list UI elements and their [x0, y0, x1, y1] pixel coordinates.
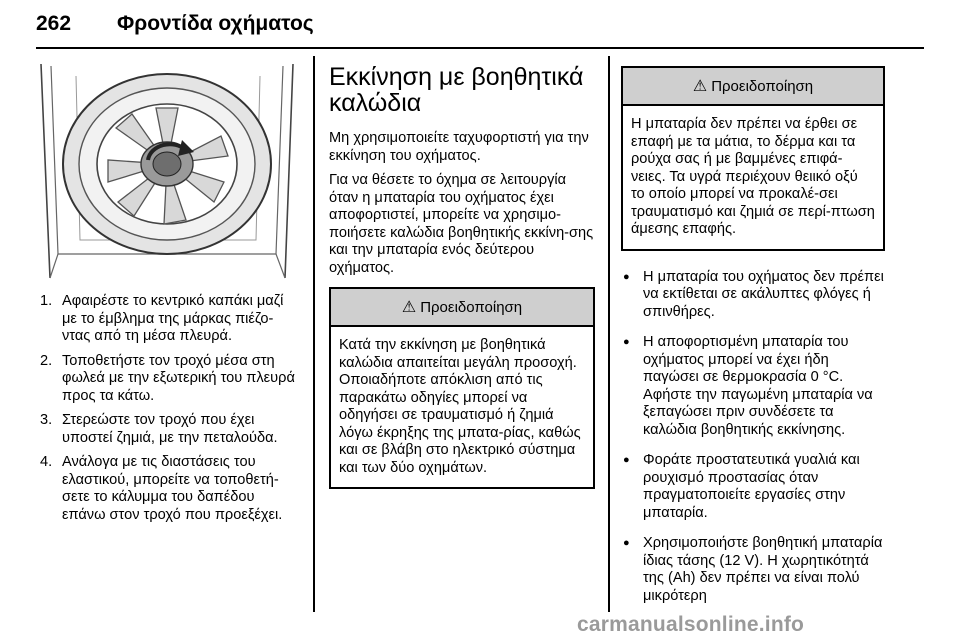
page-title: Φροντίδα οχήματος [117, 12, 314, 35]
list-item [621, 535, 885, 605]
warning-header [623, 68, 883, 106]
list-item [621, 334, 885, 439]
warning-text: Κατά την εκκίνηση με βοηθητικά καλώδια απαιτείται μεγάλη προσοχή. Οποιαδήποτε απόκλιση από τις παρακάτω οδηγίες μπορεί να οδηγήσει σε τραυματισμό ή ζημιά λόγω έκρηξης της μπατα‐ρίας, καθώς και σε βλάβη στο ηλεκτρικό σύστημα και των δύο οχημάτων. [339, 337, 581, 476]
left-column [36, 64, 298, 531]
bullet-icon: ● [623, 336, 630, 348]
warning-triangle-icon: ⚠ [401, 299, 417, 316]
step-text: Στερεώστε τον τροχό που έχει υποστεί ζημιά, με την πεταλούδα. [62, 412, 278, 446]
watermark-text: carmanualsonline.info [577, 613, 805, 636]
step-number: 4. [40, 454, 53, 470]
list-item [36, 412, 298, 447]
list-item [36, 353, 298, 406]
warning-box [621, 66, 885, 251]
bullet-icon: ● [623, 537, 630, 549]
right-column [621, 64, 885, 618]
section-heading: Εκκίνηση με βοηθητικά καλώδια [329, 63, 584, 117]
instruction-steps [36, 293, 298, 524]
warning-title: Προειδοποίηση [420, 298, 523, 316]
warning-box [329, 287, 595, 489]
page-header [0, 0, 960, 50]
list-item [36, 293, 298, 346]
list-item [36, 454, 298, 524]
step-text: Τοποθετήστε τον τροχό μέσα στη φωλεά με την εξωτερική του πλευρά προς τα κάτω. [62, 352, 295, 404]
step-number: 3. [40, 412, 53, 428]
bullet-text: Χρησιμοποιήστε βοηθητική μπαταρία ίδιας τάσης (12 V). Η χωρητικότητά της (Ah) δεν πρέπει να είναι πολύ μικρότερη [643, 535, 883, 604]
bullet-icon: ● [623, 270, 630, 283]
column-divider-2 [608, 56, 610, 612]
step-text: Αφαιρέστε το κεντρικό καπάκι μαζί με το έμβλημα της μάρκας πιέζο‐ντας από τη μέσα πλευρά. [62, 293, 284, 344]
header-divider [36, 47, 924, 49]
bullet-icon: ● [623, 454, 630, 466]
column-divider-1 [313, 56, 315, 612]
step-number: 1. [40, 293, 53, 309]
spare-wheel-well-image [36, 64, 298, 279]
spare-wheel-illustration [36, 64, 298, 279]
list-item [621, 452, 885, 522]
bullet-text: Η μπαταρία του οχήματος δεν πρέπει να εκτίθεται σε ακάλυπτες φλόγες ή σπινθήρες. [643, 268, 884, 320]
step-number: 2. [40, 352, 53, 369]
warning-text: Η μπαταρία δεν πρέπει να έρθει σε επαφή με τα μάτια, το δέρμα και τα ρούχα σας ή με βαμμένες επιφά‐νειες. Τα υγρά περιέχουν θειικό οξύ το οποίο μπορεί να προκαλέ‐σει τραυματισμό και ζημιά σε περί‐πτωση άμεσης επαφής. [631, 116, 875, 237]
middle-column [329, 64, 595, 489]
bullet-text: Η αποφορτισμένη μπαταρία του οχήματος μπορεί να έχει ήδη παγώσει σε θερμοκρασία 0 °C. Αφήστε την παγωμένη μπαταρία να ξεπαγώσει πριν συνδέσετε τα καλώδια βοηθητικής εκκίνησης. [643, 334, 873, 438]
list-item [621, 269, 885, 322]
step-text: Ανάλογα με τις διαστάσεις του ελαστικού, μπορείτε να τοποθετή‐σετε το κάλυμμα του δαπέδου επάνω στον τροχό που προεξέχει. [62, 454, 283, 523]
bullet-list [621, 269, 885, 606]
body-paragraph: Για να θέσετε το όχημα σε λειτουργία όταν η μπαταρία του οχήματος έχει αποφορτιστεί, μπορείτε να χρησιμο‐ποιήσετε καλώδια βοηθητικής εκκίνη‐σης και την μπαταρία ενός δεύτερου οχήματος. [329, 172, 594, 276]
warning-triangle-icon: ⚠ [692, 78, 708, 95]
warning-title: Προειδοποίηση [711, 77, 814, 95]
bullet-text: Φοράτε προστατευτικά γυαλιά και ρουχισμό προστασίας όταν πραγματοποιείτε εργασίες στην μπαταρία. [643, 452, 860, 521]
page-number: 262 [36, 12, 72, 35]
warning-header [331, 289, 593, 327]
body-paragraph: Μη χρησιμοποιείτε ταχυφορτιστή για την εκκίνηση του οχήματος. [329, 130, 589, 164]
